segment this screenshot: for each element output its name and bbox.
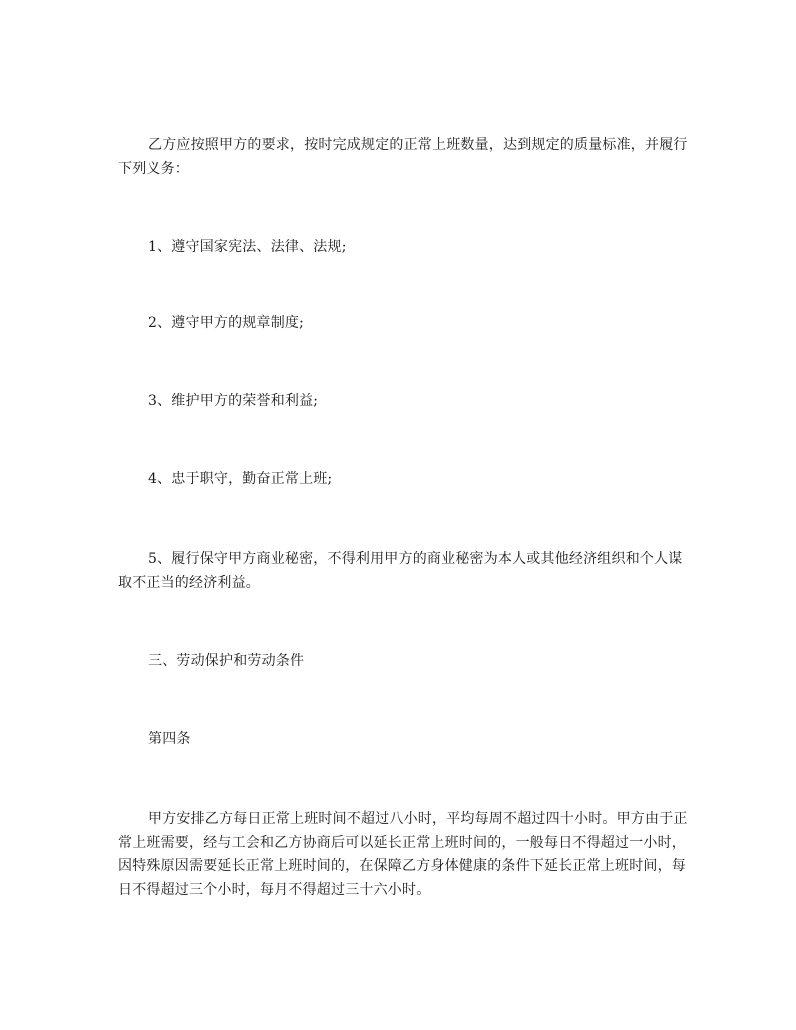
article-heading: 第四条 [148, 731, 191, 747]
obligation-item-2: 2、遵守甲方的规章制度; [148, 315, 305, 331]
obligation-item-1: 1、遵守国家宪法、法律、法规; [148, 239, 347, 255]
obligation-item-5: 5、履行保守甲方商业秘密，不得利用甲方的商业秘密为本人或其他经济组织和个人谋取不正当的经济利益。 [118, 551, 683, 591]
obligations-intro-paragraph: 乙方应按照甲方的要求，按时完成规定的正常上班数量，达到规定的质量标准，并履行下列义务： [118, 137, 688, 177]
section-heading: 三、劳动保护和劳动条件 [148, 653, 305, 669]
obligation-item-4: 4、忠于职守，勤奋正常上班; [148, 471, 333, 487]
working-hours-paragraph: 甲方安排乙方每日正常上班时间不超过八小时，平均每周不超过四十小时。甲方由于正常上班需要，经与工会和乙方协商后可以延长正常上班时间的，一般每日不得超过一小时，因特殊原因需要延长正常上班时间的，在保障乙方身体健康的条件下延长正常上班时间，每日不得超过三个小时，每月不得超过三十六小时。 [118, 811, 688, 898]
obligation-item-3: 3、维护甲方的荣誉和利益; [148, 393, 319, 409]
